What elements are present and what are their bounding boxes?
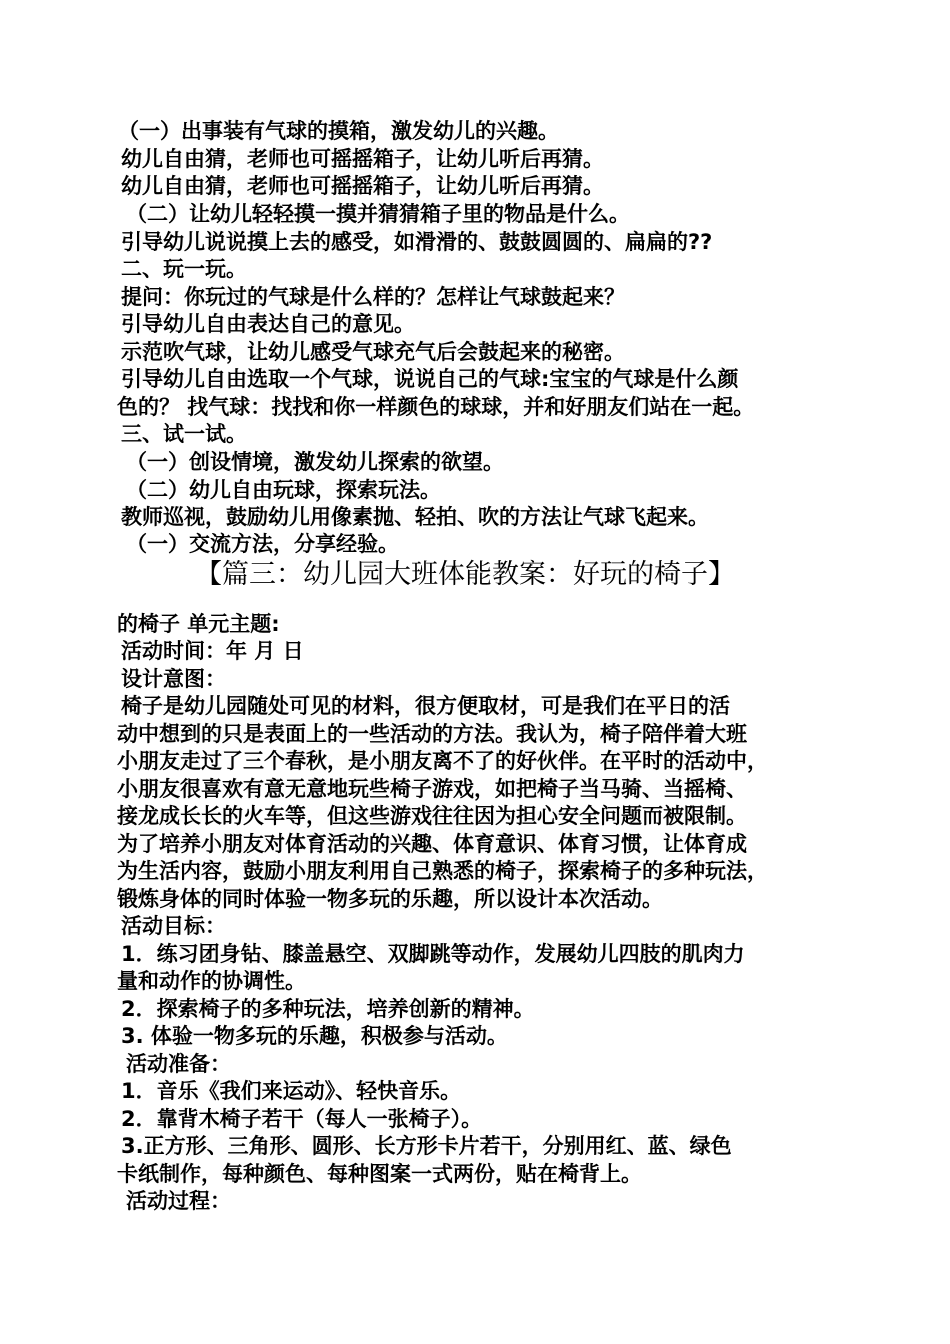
section-heading: 二、玩一玩。	[121, 257, 247, 281]
text-line: 的椅子 单元主题:	[117, 612, 280, 636]
text-line: 提问：你玩过的气球是什么样的？怎样让气球鼓起来？	[121, 285, 625, 309]
text-line: 设计意图：	[121, 667, 226, 691]
text-line: （二）让幼儿轻轻摸一摸并猜猜箱子里的物品是什么。	[126, 202, 630, 226]
text-line: 接龙成长长的火车等，但这些游戏往往因为担心安全问题而被限制。	[117, 804, 747, 828]
text-line: 教师巡视，鼓励幼儿用像素抛、轻拍、吹的方法让气球飞起来。	[121, 505, 709, 529]
text-line: 2．探索椅子的多种玩法，培养创新的精神。	[121, 997, 535, 1021]
text-line: 小朋友很喜欢有意无意地玩些椅子游戏，如把椅子当马骑、当摇椅、	[117, 777, 747, 801]
text-line: 3.正方形、三角形、圆形、长方形卡片若干，分别用红、蓝、绿色	[121, 1134, 732, 1158]
text-line: 椅子是幼儿园随处可见的材料，很方便取材，可是我们在平日的活	[121, 694, 730, 718]
text-line: 引导幼儿自由选取一个气球，说说自己的气球:宝宝的气球是什么颜	[121, 367, 739, 391]
text-line: 示范吹气球，让幼儿感受气球充气后会鼓起来的秘密。	[121, 340, 625, 364]
text-line: 活动准备：	[126, 1052, 231, 1076]
text-line: 锻炼身体的同时体验一物多玩的乐趣，所以设计本次活动。	[117, 887, 663, 911]
text-line: 卡纸制作，每种颜色、每种图案一式两份，贴在椅背上。	[117, 1162, 642, 1186]
text-line: 小朋友走过了三个春秋，是小朋友离不了的好伙伴。在平时的活动中，	[117, 749, 768, 773]
section-title: 【篇三：幼儿园大班体能教案：好玩的椅子】	[195, 559, 735, 590]
text-line: 幼儿自由猜，老师也可摇摇箱子，让幼儿听后再猜。	[121, 147, 604, 171]
text-line: （一）交流方法，分享经验。	[126, 532, 399, 556]
text-line: （一）创设情境，激发幼儿探索的欲望。	[126, 450, 504, 474]
text-line: 3. 体验一物多玩的乐趣，积极参与活动。	[121, 1024, 508, 1048]
text-line: 引导幼儿说说摸上去的感受，如滑滑的、鼓鼓圆圆的、扁扁的??	[121, 230, 713, 254]
text-line: 2．靠背木椅子若干（每人一张椅子）。	[121, 1107, 483, 1131]
text-line: 1．练习团身钻、膝盖悬空、双脚跳等动作，发展幼儿四肢的肌肉力	[121, 942, 745, 966]
text-line: 1．音乐《我们来运动》、轻快音乐。	[121, 1079, 462, 1103]
section-heading: 三、试一试。	[121, 422, 247, 446]
text-line: 活动目标：	[121, 914, 226, 938]
text-line: 活动过程：	[126, 1189, 231, 1213]
text-line: 量和动作的协调性。	[117, 969, 306, 993]
text-line: 活动时间：年 月 日	[121, 639, 304, 663]
text-line: 引导幼儿自由表达自己的意见。	[121, 312, 415, 336]
text-line: （二）幼儿自由玩球，探索玩法。	[126, 478, 441, 502]
text-line: 为生活内容，鼓励小朋友利用自己熟悉的椅子，探索椅子的多种玩法，	[117, 859, 768, 883]
text-line: （一）出事装有气球的摸箱，激发幼儿的兴趣。	[118, 119, 559, 143]
text-line: 色的？ 找气球：找找和你一样颜色的球球，并和好朋友们站在一起。	[117, 395, 755, 419]
text-line: 为了培养小朋友对体育活动的兴趣、体育意识、体育习惯，让体育成	[117, 832, 747, 856]
text-line: 动中想到的只是表面上的一些活动的方法。我认为，椅子陪伴着大班	[117, 722, 747, 746]
text-line: 幼儿自由猜，老师也可摇摇箱子，让幼儿听后再猜。	[121, 174, 604, 198]
